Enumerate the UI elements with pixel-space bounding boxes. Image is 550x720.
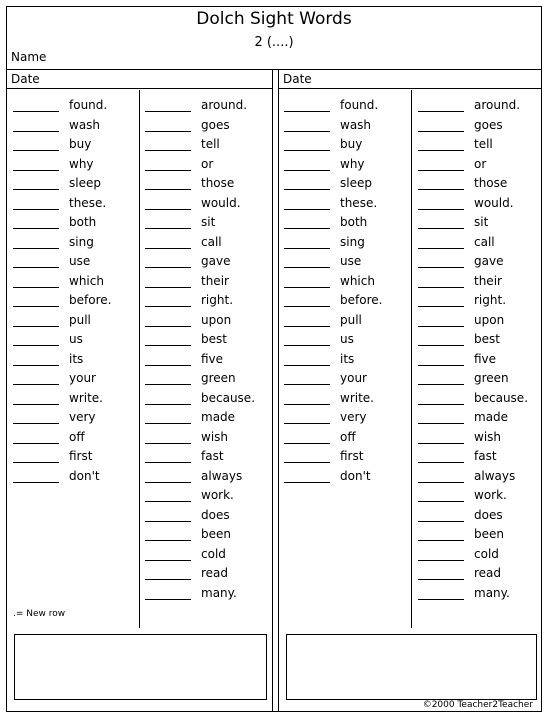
answer-blank[interactable] [13,462,59,463]
answer-blank[interactable] [284,111,330,112]
sight-word: write. [340,390,374,405]
sight-word: many. [474,585,510,600]
sight-word: very [340,410,367,424]
answer-blank[interactable] [418,150,464,151]
sight-word: cold [474,546,499,561]
sight-word: cold [201,546,226,561]
sight-word: wash [340,117,372,132]
answer-blank[interactable] [418,111,464,112]
answer-blank[interactable] [284,462,330,463]
sight-word: upon [474,312,505,327]
answer-blank[interactable] [284,150,330,151]
answer-blank[interactable] [145,501,191,502]
sight-word: call [201,234,222,249]
sight-word: because. [201,390,256,405]
answer-blank[interactable] [418,267,464,268]
sight-word: buy [340,137,363,151]
answer-blank[interactable] [284,423,330,424]
sight-word: off [340,429,356,444]
answer-blank[interactable] [145,189,191,190]
worksheet-header [7,7,541,70]
name-label: Name [11,50,47,64]
sight-word: pull [69,312,91,327]
answer-blank[interactable] [145,131,191,132]
answer-blank[interactable] [284,384,330,385]
sight-word: don't [69,468,100,483]
answer-blank[interactable] [284,131,330,132]
answer-blank[interactable] [284,404,330,405]
worksheet-subtitle: 2 (....) [254,35,294,50]
sight-word: first [69,449,93,463]
date-row [279,69,542,89]
answer-blank[interactable] [418,384,464,385]
sight-word: their [201,273,229,288]
sight-word: call [474,234,495,249]
sight-word: before. [69,293,112,307]
answer-blank[interactable] [284,228,330,229]
sight-word: very [69,410,96,424]
answer-blank[interactable] [418,228,464,229]
answer-blank[interactable] [13,189,59,190]
sight-word: sleep [69,176,101,190]
sight-word: both [340,215,368,229]
sight-word: made [201,410,236,424]
answer-blank[interactable] [284,365,330,366]
answer-blank[interactable] [284,287,330,288]
sight-word: gave [201,254,231,268]
sight-word: those [201,176,235,190]
sight-word: upon [201,312,232,327]
sight-word: work. [474,488,507,502]
sight-word: its [340,351,355,366]
answer-blank[interactable] [145,345,191,346]
new-row-legend: .= New row [13,609,66,619]
sight-word: or [201,156,214,171]
answer-blank[interactable] [13,306,59,307]
sight-word: does [201,507,230,522]
sight-word: best [201,332,227,346]
answer-blank[interactable] [145,326,191,327]
answer-box[interactable] [286,634,537,700]
sight-word: green [201,371,236,385]
sight-word: their [474,273,502,288]
sight-word: right. [474,293,507,307]
sight-word: write. [69,390,103,405]
answer-blank[interactable] [13,228,59,229]
answer-blank[interactable] [418,501,464,502]
sight-word: would. [201,195,241,210]
worksheet [6,6,542,712]
answer-blank[interactable] [418,365,464,366]
answer-blank[interactable] [13,326,59,327]
sight-word: goes [474,117,503,132]
sight-word: goes [201,117,230,132]
answer-blank[interactable] [284,326,330,327]
answer-blank[interactable] [145,462,191,463]
worksheet-title: Dolch Sight Words [196,9,352,29]
sight-word: wash [69,117,101,132]
sight-word: right. [201,293,234,307]
sight-word: read [474,566,502,580]
answer-blank[interactable] [418,599,464,600]
sight-word: sleep [340,176,372,190]
answer-blank[interactable] [418,131,464,132]
answer-blank[interactable] [13,404,59,405]
answer-blank[interactable] [145,150,191,151]
answer-blank[interactable] [145,267,191,268]
answer-blank[interactable] [145,560,191,561]
answer-blank[interactable] [145,228,191,229]
answer-blank[interactable] [418,189,464,190]
answer-blank[interactable] [13,384,59,385]
answer-blank[interactable] [145,170,191,171]
sight-word: us [69,332,83,346]
sight-word: off [69,429,85,444]
answer-blank[interactable] [418,540,464,541]
sight-word: fast [201,449,224,463]
sight-word: pull [340,312,362,327]
answer-blank[interactable] [284,267,330,268]
answer-blank[interactable] [418,306,464,307]
left-panel [7,69,273,712]
answer-blank[interactable] [418,423,464,424]
answer-blank[interactable] [418,404,464,405]
answer-blank[interactable] [418,521,464,522]
column-divider [139,90,140,628]
sight-word: made [474,410,509,424]
answer-blank[interactable] [418,326,464,327]
answer-blank[interactable] [13,267,59,268]
sight-word: sit [474,215,489,229]
answer-blank[interactable] [145,365,191,366]
answer-blank[interactable] [145,579,191,580]
answer-blank[interactable] [284,345,330,346]
answer-blank[interactable] [13,482,59,483]
sight-word: buy [69,137,92,151]
sight-word: around. [201,98,248,112]
answer-blank[interactable] [145,482,191,483]
answer-blank[interactable] [13,287,59,288]
answer-blank[interactable] [145,404,191,405]
sight-word: best [474,332,500,346]
answer-blank[interactable] [145,599,191,600]
sight-word: around. [474,98,521,112]
answer-blank[interactable] [418,287,464,288]
answer-blank[interactable] [145,248,191,249]
sight-word: gave [474,254,504,268]
sight-word: which [69,273,104,288]
sight-word: its [69,351,84,366]
sight-word: been [474,527,504,541]
answer-blank[interactable] [284,209,330,210]
sight-word: which [340,273,375,288]
column-divider [411,90,412,628]
answer-blank[interactable] [418,560,464,561]
sight-word: don't [340,468,371,483]
answer-blank[interactable] [284,443,330,444]
sight-word: your [340,371,367,385]
sight-word: those [474,176,508,190]
date-label: Date [283,72,312,86]
sight-word: use [340,254,362,268]
sight-word: your [69,371,96,385]
answer-blank[interactable] [13,365,59,366]
answer-blank[interactable] [418,462,464,463]
sight-word: work. [201,488,234,502]
answer-blank[interactable] [145,443,191,444]
sight-word: sing [340,234,365,249]
answer-blank[interactable] [145,521,191,522]
sight-word: green [474,371,509,385]
answer-blank[interactable] [418,170,464,171]
sight-word: us [340,332,354,346]
date-row [7,69,272,89]
copyright-notice: ©2000 Teacher2Teacher [422,700,533,710]
sight-word: five [201,351,224,366]
sight-word: always [474,468,516,483]
answer-blank[interactable] [418,345,464,346]
answer-blank[interactable] [284,189,330,190]
sight-word: or [474,156,487,171]
sight-word: tell [201,137,220,151]
answer-blank[interactable] [418,248,464,249]
answer-blank[interactable] [284,170,330,171]
sight-word: fast [474,449,497,463]
sight-word: found. [340,98,379,112]
sight-word: tell [474,137,493,151]
answer-blank[interactable] [145,540,191,541]
answer-blank[interactable] [145,423,191,424]
right-panel [278,69,542,712]
answer-blank[interactable] [418,482,464,483]
answer-blank[interactable] [284,482,330,483]
answer-blank[interactable] [418,579,464,580]
answer-blank[interactable] [145,306,191,307]
sight-word: because. [474,390,529,405]
sight-word: why [340,156,365,171]
answer-blank[interactable] [284,248,330,249]
sight-word: would. [474,195,514,210]
answer-blank[interactable] [13,170,59,171]
sight-word: first [340,449,364,463]
sight-word: sit [201,215,216,229]
sight-word: wish [474,429,502,444]
sight-word: both [69,215,97,229]
answer-box[interactable] [14,634,267,700]
answer-blank[interactable] [145,111,191,112]
sight-word: wish [201,429,229,444]
answer-blank[interactable] [145,384,191,385]
sight-word: five [474,351,497,366]
sight-word: sing [69,234,94,249]
answer-blank[interactable] [13,209,59,210]
sight-word: always [201,468,243,483]
sight-word: many. [201,585,237,600]
date-label: Date [11,72,40,86]
answer-blank[interactable] [13,345,59,346]
sight-word: these. [340,195,378,210]
sight-word: been [201,527,231,541]
answer-blank[interactable] [13,443,59,444]
sight-word: use [69,254,91,268]
answer-blank[interactable] [418,209,464,210]
sight-word: why [69,156,94,171]
answer-blank[interactable] [284,306,330,307]
sight-word: found. [69,98,108,112]
answer-blank[interactable] [13,111,59,112]
answer-blank[interactable] [13,248,59,249]
answer-blank[interactable] [13,131,59,132]
answer-blank[interactable] [13,423,59,424]
answer-blank[interactable] [418,443,464,444]
sight-word: read [201,566,229,580]
sight-word: before. [340,293,383,307]
answer-blank[interactable] [13,150,59,151]
answer-blank[interactable] [145,209,191,210]
answer-blank[interactable] [145,287,191,288]
sight-word: these. [69,195,107,210]
sight-word: does [474,507,503,522]
